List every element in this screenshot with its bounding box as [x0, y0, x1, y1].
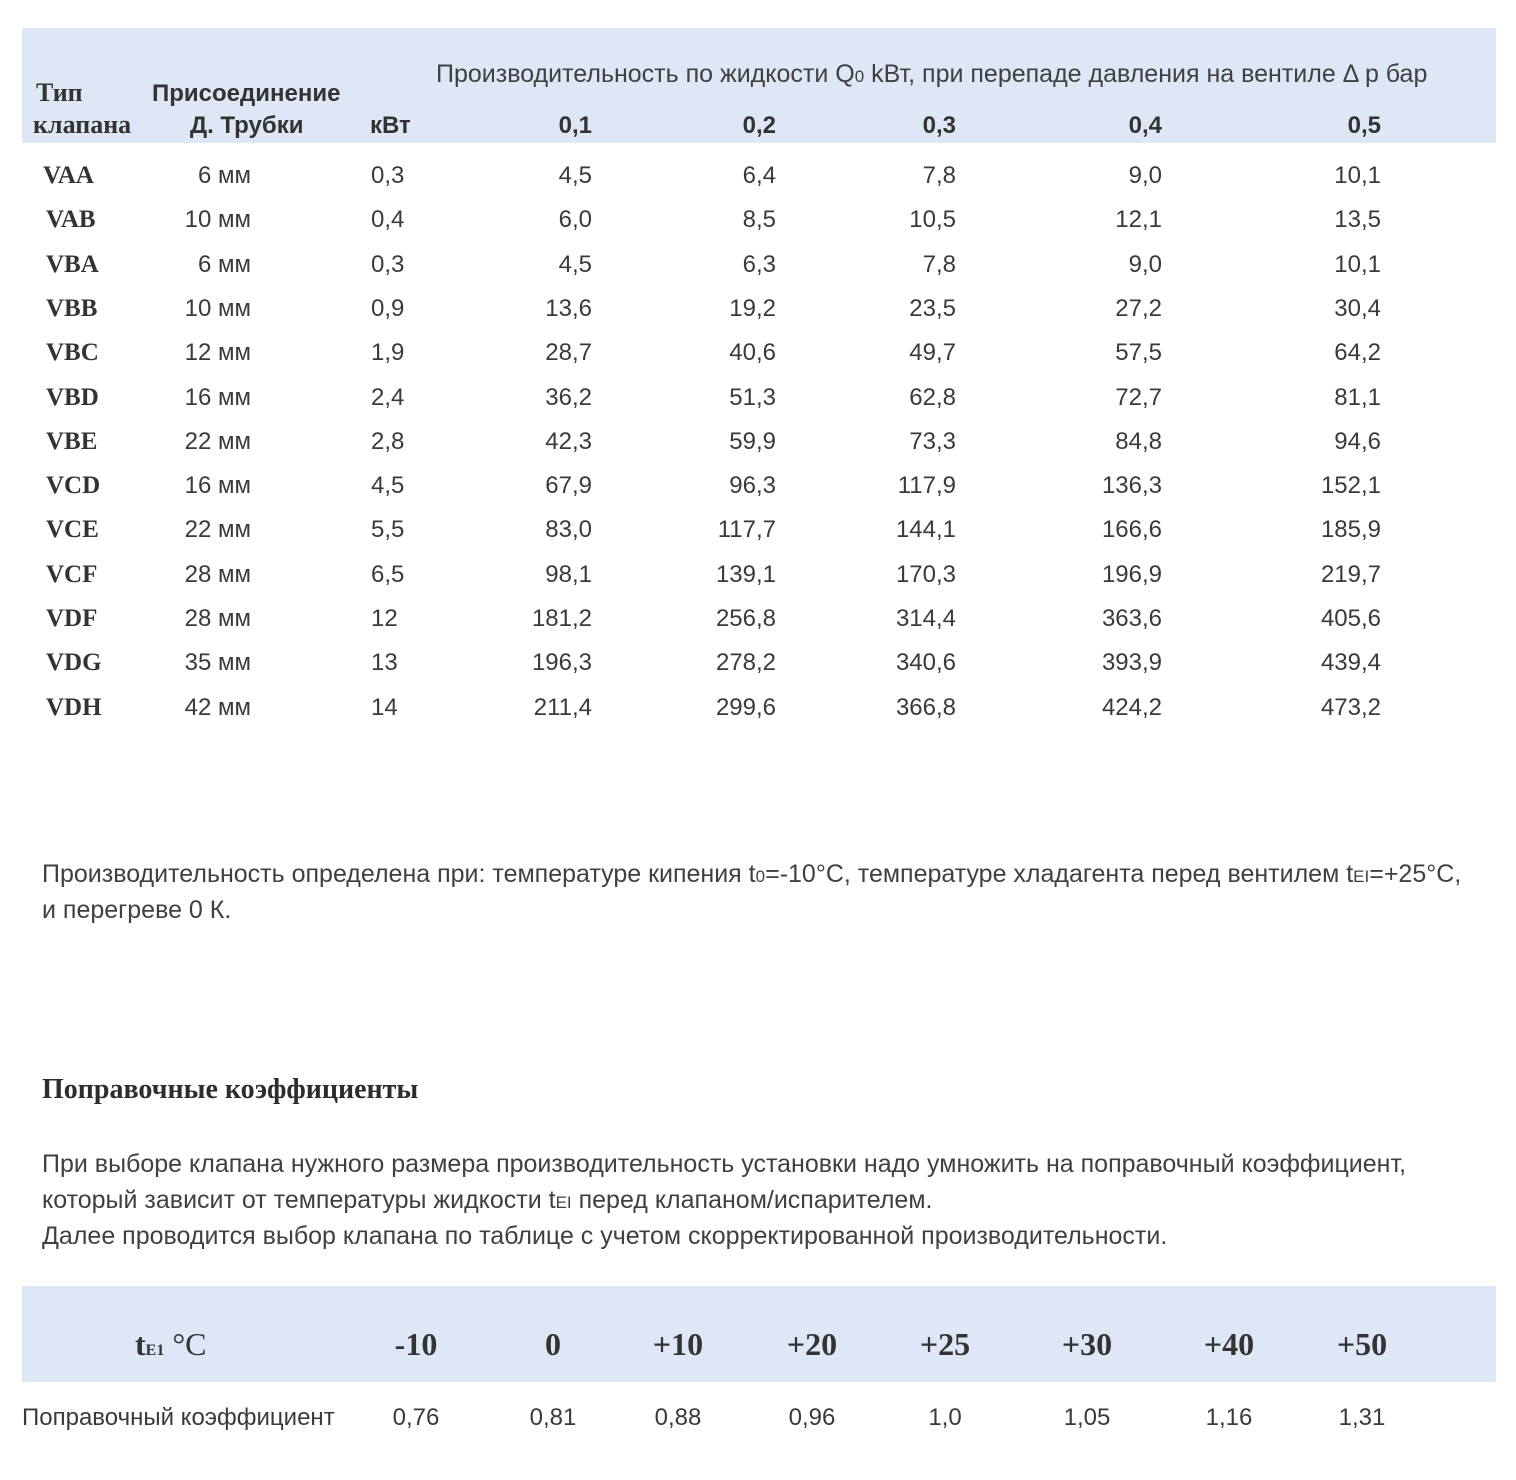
valve-type: VBE — [46, 428, 98, 455]
pressure-header: 0,2 — [742, 112, 776, 139]
capacity-value: 13,5 — [1334, 206, 1381, 233]
header-type-line1: Тип — [36, 78, 83, 107]
temperature-header: -10 — [394, 1326, 438, 1362]
header-connection-line1: Присоединение — [152, 80, 341, 107]
capacity-value: 166,6 — [1101, 516, 1162, 543]
capacity-value: 9,0 — [1128, 162, 1162, 189]
capacity-value: 117,9 — [897, 472, 956, 499]
valve-type: VCD — [46, 472, 101, 499]
connection-size: 22 мм — [184, 516, 251, 543]
temperature-header: +20 — [786, 1326, 838, 1362]
corrections-temp-header: tE1 °C — [135, 1326, 207, 1362]
capacity-value: 23,5 — [909, 295, 956, 322]
nominal-kw: 5,5 — [371, 516, 405, 543]
valve-type: VBD — [46, 384, 99, 411]
capacity-value: 4,5 — [558, 162, 592, 189]
valve-type: VDH — [46, 694, 102, 721]
nominal-kw: 0,4 — [371, 206, 405, 233]
correction-factor: 0,88 — [654, 1404, 702, 1431]
connection-size: 10 мм — [184, 206, 251, 233]
capacity-value: 393,9 — [1101, 649, 1162, 676]
capacity-value: 30,4 — [1334, 295, 1381, 322]
connection-size: 10 мм — [184, 295, 251, 322]
valve-type: VDF — [46, 605, 98, 632]
capacity-value: 314,4 — [895, 605, 956, 632]
capacity-value: 59,9 — [729, 428, 776, 455]
capacity-value: 211,4 — [533, 694, 592, 721]
capacity-value: 73,3 — [909, 428, 956, 455]
capacity-value: 67,9 — [545, 472, 592, 499]
valve-type: VAB — [46, 206, 96, 233]
capacity-value: 363,6 — [1101, 605, 1162, 632]
capacity-value: 181,2 — [531, 605, 592, 632]
capacity-value: 51,3 — [729, 384, 776, 411]
capacity-value: 136,3 — [1101, 472, 1162, 499]
correction-factor: 1,05 — [1063, 1404, 1111, 1431]
correction-factor: 0,96 — [788, 1404, 836, 1431]
capacity-value: 13,6 — [545, 295, 592, 322]
temperature-header: +10 — [652, 1326, 704, 1362]
pressure-header: 0,5 — [1347, 112, 1381, 139]
capacity-value: 42,3 — [545, 428, 592, 455]
nominal-kw: 14 — [371, 694, 398, 721]
capacity-value: 96,3 — [729, 472, 776, 499]
capacity-value: 12,1 — [1115, 206, 1162, 233]
capacity-value: 83,0 — [545, 516, 592, 543]
corrections-text-line3: Далее проводится выбор клапана по таблице с учетом скорректированной производительности. — [42, 1222, 1168, 1250]
capacity-value: 98,1 — [545, 561, 592, 588]
capacity-value: 72,7 — [1115, 384, 1162, 411]
capacity-value: 185,9 — [1320, 516, 1381, 543]
capacity-note-line2: и перегреве 0 К. — [42, 896, 232, 924]
capacity-value: 57,5 — [1115, 339, 1162, 366]
valve-type: VCE — [46, 516, 99, 543]
nominal-kw: 6,5 — [371, 561, 405, 588]
capacity-value: 340,6 — [895, 649, 956, 676]
capacity-value: 152,1 — [1320, 472, 1381, 499]
nominal-kw: 0,3 — [371, 162, 405, 189]
capacity-value: 219,7 — [1320, 561, 1381, 588]
nominal-kw: 0,9 — [371, 295, 405, 322]
connection-size: 28 мм — [184, 605, 251, 632]
capacity-value: 28,7 — [545, 339, 592, 366]
valve-type: VDG — [46, 649, 102, 676]
nominal-kw: 13 — [371, 649, 398, 676]
capacity-value: 6,0 — [558, 206, 592, 233]
pressure-header: 0,4 — [1128, 112, 1162, 139]
capacity-value: 81,1 — [1334, 384, 1381, 411]
pressure-header: 0,1 — [558, 112, 592, 139]
nominal-kw: 1,9 — [371, 339, 405, 366]
capacity-value: 9,0 — [1128, 251, 1162, 278]
nominal-kw: 12 — [371, 605, 398, 632]
capacity-value: 64,2 — [1334, 339, 1381, 366]
header-capacity-caption: Производительность по жидкости Q0 kВт, при перепаде давления на вентиле Δ р бар — [436, 60, 1428, 88]
capacity-value: 4,5 — [558, 251, 592, 278]
capacity-value: 10,5 — [909, 206, 956, 233]
capacity-value: 19,2 — [729, 295, 776, 322]
nominal-kw: 2,4 — [371, 384, 405, 411]
capacity-value: 62,8 — [909, 384, 956, 411]
nominal-kw: 0,3 — [371, 251, 405, 278]
connection-size: 6 мм — [197, 251, 251, 278]
valve-type: VCF — [46, 561, 98, 588]
capacity-value: 424,2 — [1101, 694, 1162, 721]
header-type-line2: клапана — [33, 110, 132, 139]
connection-size: 6 мм — [197, 162, 251, 189]
temperature-header: +30 — [1061, 1326, 1113, 1362]
correction-factor: 1,16 — [1205, 1404, 1253, 1431]
connection-size: 22 мм — [184, 428, 251, 455]
pressure-header: 0,3 — [922, 112, 956, 139]
capacity-value: 49,7 — [909, 339, 956, 366]
header-connection-line2: Д. Трубки — [190, 112, 304, 139]
capacity-value: 6,3 — [742, 251, 776, 278]
valve-type: VBB — [46, 295, 98, 322]
capacity-value: 84,8 — [1115, 428, 1162, 455]
capacity-value: 139,1 — [715, 561, 776, 588]
nominal-kw: 4,5 — [371, 472, 405, 499]
temperature-header: +50 — [1336, 1326, 1388, 1362]
capacity-value: 256,8 — [715, 605, 776, 632]
capacity-value: 144,1 — [895, 516, 956, 543]
corrections-text-line2: который зависит от температуры жидкости tEI перед клапаном/испарителем. — [42, 1186, 933, 1214]
capacity-value: 10,1 — [1334, 251, 1381, 278]
capacity-value: 94,6 — [1334, 428, 1381, 455]
correction-factor: 0,76 — [392, 1404, 440, 1431]
capacity-value: 170,3 — [895, 561, 956, 588]
valve-type: VBC — [46, 339, 99, 366]
capacity-value: 405,6 — [1320, 605, 1381, 632]
connection-size: 12 мм — [184, 339, 251, 366]
capacity-value: 439,4 — [1320, 649, 1381, 676]
capacity-value: 7,8 — [922, 162, 956, 189]
corrections-title: Поправочные коэффициенты — [42, 1074, 419, 1105]
header-kw: кВт — [370, 112, 411, 139]
capacity-value: 6,4 — [742, 162, 776, 189]
capacity-value: 10,1 — [1334, 162, 1381, 189]
capacity-note-line1: Производительность определена при: температуре кипения t0=-10°C, температуре хладагента перед вентилем tEI=+25°C, — [42, 860, 1462, 888]
correction-factor: 1,0 — [928, 1404, 962, 1431]
correction-factor: 0,81 — [529, 1404, 577, 1431]
corrections-text-line1: При выборе клапана нужного размера производительность установки надо умножить на поправочный коэффициент, — [42, 1150, 1407, 1178]
temperature-header: 0 — [545, 1326, 561, 1362]
capacity-value: 117,7 — [717, 516, 776, 543]
capacity-value: 366,8 — [895, 694, 956, 721]
corrections-row-label: Поправочный коэффициент — [22, 1404, 335, 1431]
connection-size: 16 мм — [184, 472, 251, 499]
capacity-value: 299,6 — [715, 694, 776, 721]
capacity-value: 36,2 — [545, 384, 592, 411]
capacity-value: 27,2 — [1115, 295, 1162, 322]
capacity-value: 40,6 — [729, 339, 776, 366]
connection-size: 42 мм — [184, 694, 251, 721]
capacity-value: 7,8 — [922, 251, 956, 278]
connection-size: 35 мм — [184, 649, 251, 676]
valve-type: VAA — [43, 162, 94, 189]
temperature-header: +25 — [919, 1326, 971, 1362]
connection-size: 16 мм — [184, 384, 251, 411]
connection-size: 28 мм — [184, 561, 251, 588]
capacity-value: 196,9 — [1101, 561, 1162, 588]
temperature-header: +40 — [1203, 1326, 1255, 1362]
capacity-value: 8,5 — [742, 206, 776, 233]
capacity-value: 473,2 — [1320, 694, 1381, 721]
capacity-value: 196,3 — [531, 649, 592, 676]
correction-factor: 1,31 — [1338, 1404, 1386, 1431]
capacity-value: 278,2 — [715, 649, 776, 676]
valve-type: VBA — [46, 251, 99, 278]
nominal-kw: 2,8 — [371, 428, 405, 455]
